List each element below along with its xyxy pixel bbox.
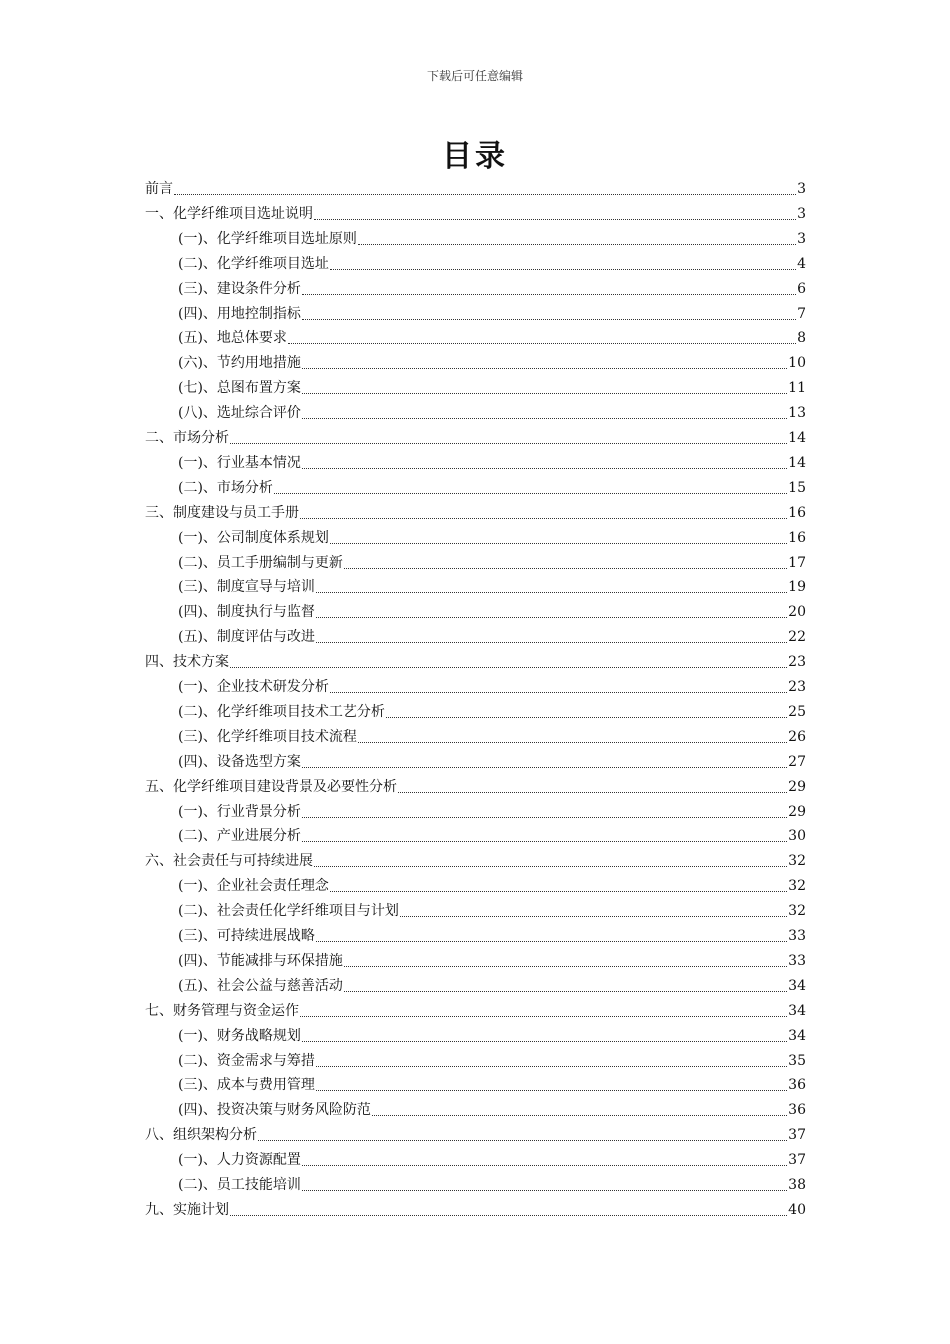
toc-dot-leader	[344, 567, 787, 569]
toc-dot-leader	[358, 741, 787, 743]
toc-entry-title: (一)、企业社会责任理念	[178, 878, 329, 895]
toc-entry-page-number: 14	[788, 430, 806, 446]
toc-entry-page-number: 34	[788, 1002, 806, 1019]
toc-dot-leader	[302, 816, 787, 818]
toc-entry[interactable]	[178, 574, 806, 596]
toc-dot-leader	[302, 318, 796, 320]
toc-entry-title: (五)、社会公益与慈善活动	[178, 977, 343, 994]
toc-dot-leader	[330, 890, 787, 892]
toc-entry-title: (三)、制度宣导与培训	[178, 579, 315, 596]
toc-entry[interactable]	[178, 823, 806, 845]
toc-entry-title: (四)、节能减排与环保措施	[178, 952, 343, 969]
toc-dot-leader	[274, 492, 787, 494]
toc-entry[interactable]	[178, 350, 806, 372]
toc-dot-leader	[302, 1189, 787, 1191]
toc-entry-title: (二)、产业进展分析	[178, 828, 301, 845]
toc-entry-title: 七、财务管理与资金运作	[145, 1002, 299, 1019]
toc-entry-page-number: 15	[788, 479, 806, 496]
toc-entry-page-number: 37	[788, 1127, 806, 1144]
toc-entry-page-number: 7	[797, 305, 806, 322]
toc-dot-leader	[174, 193, 796, 195]
toc-entry-page-number: 33	[788, 952, 806, 969]
toc-entry-title: (二)、资金需求与筹措	[178, 1052, 315, 1069]
toc-entry-title: (一)、企业技术研发分析	[178, 679, 329, 695]
toc-entry-page-number: 16	[788, 529, 806, 546]
toc-entry-title: (一)、化学纤维项目选址原则	[178, 230, 357, 247]
toc-entry-title: (三)、成本与费用管理	[178, 1077, 315, 1094]
toc-entry-title: (二)、员工手册编制与更新	[178, 554, 343, 571]
toc-dot-leader	[344, 990, 787, 992]
toc-entry[interactable]	[178, 251, 806, 273]
toc-entry-page-number: 3	[797, 230, 806, 247]
toc-entry[interactable]	[178, 325, 806, 347]
toc-dot-leader	[230, 442, 787, 444]
toc-entry-page-number: 37	[788, 1152, 806, 1169]
toc-entry-title: (五)、地总体要求	[178, 330, 287, 347]
toc-entry-title: (一)、行业背景分析	[178, 803, 301, 820]
page-header: 下载后可任意编辑	[426, 69, 523, 83]
toc-entry[interactable]	[178, 724, 806, 746]
toc-entry[interactable]	[178, 599, 806, 621]
toc-entry[interactable]	[178, 923, 806, 945]
toc-dot-leader	[230, 1214, 787, 1216]
toc-entry-page-number: 29	[788, 803, 806, 820]
toc-dot-leader	[330, 268, 796, 270]
toc-entry[interactable]	[145, 201, 806, 223]
toc-entry-title: (三)、化学纤维项目技术流程	[178, 728, 357, 745]
toc-entry[interactable]	[178, 1023, 806, 1045]
toc-entry[interactable]	[145, 1122, 806, 1144]
toc-entry[interactable]	[178, 1097, 806, 1119]
toc-dot-leader	[302, 293, 796, 295]
toc-entry[interactable]	[178, 749, 806, 771]
toc-dot-leader	[398, 791, 787, 793]
toc-entry-title: (四)、投资决策与财务风险防范	[178, 1102, 371, 1119]
toc-entry-title: 二、市场分析	[145, 430, 229, 446]
toc-entry[interactable]	[178, 973, 806, 995]
toc-entry-page-number: 17	[788, 554, 806, 571]
toc-entry-page-number: 4	[797, 255, 806, 272]
toc-entry-title: 前言	[145, 181, 173, 197]
toc-entry[interactable]	[178, 226, 806, 248]
toc-entry-page-number: 40	[788, 1201, 806, 1218]
toc-entry-page-number: 8	[797, 330, 806, 347]
toc-entry-page-number: 29	[788, 778, 806, 795]
toc-entry[interactable]	[178, 475, 806, 497]
toc-entry-page-number: 35	[788, 1052, 806, 1069]
toc-dot-leader	[230, 666, 787, 668]
toc-entry[interactable]	[178, 301, 806, 323]
toc-entry-title: 四、技术方案	[145, 654, 229, 671]
toc-entry-page-number: 22	[788, 629, 806, 646]
toc-dot-leader	[302, 1040, 787, 1042]
toc-entry-title: (二)、市场分析	[178, 479, 273, 496]
toc-entry-title: (七)、总图布置方案	[178, 380, 301, 397]
toc-entry-page-number: 27	[788, 753, 806, 770]
toc-entry[interactable]	[145, 500, 806, 522]
toc-dot-leader	[316, 641, 787, 643]
toc-dot-leader	[258, 1139, 787, 1141]
toc-entry-title: 九、实施计划	[145, 1201, 229, 1218]
toc-entry-page-number: 3	[797, 205, 806, 222]
toc-entry[interactable]	[178, 375, 806, 397]
toc-dot-leader	[316, 940, 787, 942]
toc-entry-page-number: 16	[788, 504, 806, 521]
toc-entry-title: (二)、化学纤维项目技术工艺分析	[178, 703, 385, 720]
toc-entry-page-number: 11	[788, 380, 806, 397]
toc-dot-leader	[314, 218, 796, 220]
toc-entry-page-number: 10	[788, 355, 806, 372]
toc-dot-leader	[302, 367, 787, 369]
toc-entry-title: (二)、化学纤维项目选址	[178, 255, 329, 272]
toc-entry[interactable]	[178, 276, 806, 298]
toc-entry-page-number: 13	[788, 405, 806, 422]
toc-entry-page-number: 3	[797, 181, 806, 197]
toc-entry[interactable]	[178, 799, 806, 821]
toc-dot-leader	[316, 1089, 787, 1091]
toc-entry-page-number: 6	[797, 280, 806, 297]
toc-dot-leader	[314, 865, 787, 867]
toc-entry[interactable]	[145, 998, 806, 1020]
toc-dot-leader	[344, 965, 787, 967]
toc-entry[interactable]	[178, 898, 806, 920]
toc-entry-page-number: 34	[788, 977, 806, 994]
toc-entry-title: (五)、制度评估与改进	[178, 629, 315, 646]
toc-entry[interactable]	[178, 450, 806, 472]
toc-entry-page-number: 23	[788, 654, 806, 671]
toc-dot-leader	[302, 1164, 787, 1166]
toc-entry-title: (一)、公司制度体系规划	[178, 529, 329, 546]
toc-entry-page-number: 32	[788, 878, 806, 895]
toc-dot-leader	[300, 517, 787, 519]
toc-entry-page-number: 36	[788, 1102, 806, 1119]
toc-entry[interactable]	[178, 948, 806, 970]
toc-entry[interactable]	[178, 674, 806, 696]
toc-dot-leader	[316, 616, 787, 618]
toc-entry-page-number: 33	[788, 928, 806, 944]
toc-entry[interactable]	[178, 1172, 806, 1194]
toc-dot-leader	[372, 1114, 787, 1116]
toc-entry[interactable]	[145, 774, 806, 796]
toc-entry[interactable]	[145, 1197, 806, 1219]
toc-dot-leader	[386, 716, 787, 718]
toc-dot-leader	[302, 467, 787, 469]
toc-entry[interactable]	[145, 848, 806, 870]
toc-entry[interactable]	[178, 699, 806, 721]
toc-entry[interactable]	[145, 176, 806, 198]
toc-entry-title: (六)、节约用地措施	[178, 355, 301, 372]
toc-entry[interactable]	[178, 1072, 806, 1094]
toc-entry[interactable]	[178, 550, 806, 572]
toc-dot-leader	[302, 840, 787, 842]
toc-entry-page-number: 32	[788, 903, 806, 920]
toc-entry-page-number: 19	[788, 579, 806, 596]
toc-entry-title: 五、化学纤维项目建设背景及必要性分析	[145, 778, 397, 795]
toc-entry-page-number: 32	[788, 853, 806, 870]
toc-entry-title: (四)、用地控制指标	[178, 305, 301, 322]
toc-dot-leader	[330, 691, 787, 693]
toc-entry[interactable]	[178, 624, 806, 646]
toc-dot-leader	[300, 1015, 787, 1017]
toc-entry-title: (二)、社会责任化学纤维项目与计划	[178, 903, 399, 920]
toc-entry[interactable]	[145, 649, 806, 671]
toc-entry-title: 一、化学纤维项目选址说明	[145, 205, 313, 222]
toc-entry-title: (四)、制度执行与监督	[178, 604, 315, 621]
toc-entry-page-number: 30	[788, 828, 806, 845]
toc-entry-title: 三、制度建设与员工手册	[145, 504, 299, 521]
toc-dot-leader	[288, 342, 796, 344]
toc-dot-leader	[302, 766, 787, 768]
toc-entry-page-number: 20	[788, 604, 806, 621]
toc-entry[interactable]	[145, 425, 806, 447]
toc-entry-page-number: 38	[788, 1177, 806, 1193]
toc-entry-title: (三)、可持续进展战略	[178, 928, 315, 944]
toc-dot-leader	[330, 542, 787, 544]
page-title: 目录	[442, 139, 508, 174]
toc-entry[interactable]	[178, 1048, 806, 1070]
toc-entry-title: 六、社会责任与可持续进展	[145, 853, 313, 870]
toc-entry[interactable]	[178, 525, 806, 547]
toc-entry-title: (一)、人力资源配置	[178, 1152, 301, 1169]
toc-entry-title: (一)、财务战略规划	[178, 1027, 301, 1044]
toc-entry-page-number: 34	[788, 1027, 806, 1044]
toc-entry-title: (八)、选址综合评价	[178, 405, 301, 422]
toc-entry-title: (三)、建设条件分析	[178, 280, 301, 297]
toc-dot-leader	[358, 243, 796, 245]
toc-entry-title: (四)、设备选型方案	[178, 753, 301, 770]
toc-dot-leader	[316, 1065, 787, 1067]
toc-dot-leader	[400, 915, 787, 917]
toc-entry-page-number: 36	[788, 1077, 806, 1094]
toc-entry[interactable]	[178, 873, 806, 895]
toc-dot-leader	[302, 392, 787, 394]
toc-entry-page-number: 25	[788, 703, 806, 720]
toc-entry-title: (二)、员工技能培训	[178, 1177, 301, 1193]
toc-dot-leader	[302, 417, 787, 419]
toc-entry-title: 八、组织架构分析	[145, 1127, 257, 1144]
toc-entry-page-number: 14	[788, 454, 806, 471]
toc-entry-title: (一)、行业基本情况	[178, 454, 301, 471]
toc-entry-page-number: 26	[788, 728, 806, 745]
toc-entry-page-number: 23	[788, 679, 806, 695]
toc-entry[interactable]	[178, 400, 806, 422]
toc-entry[interactable]	[178, 1147, 806, 1169]
toc-dot-leader	[316, 591, 787, 593]
